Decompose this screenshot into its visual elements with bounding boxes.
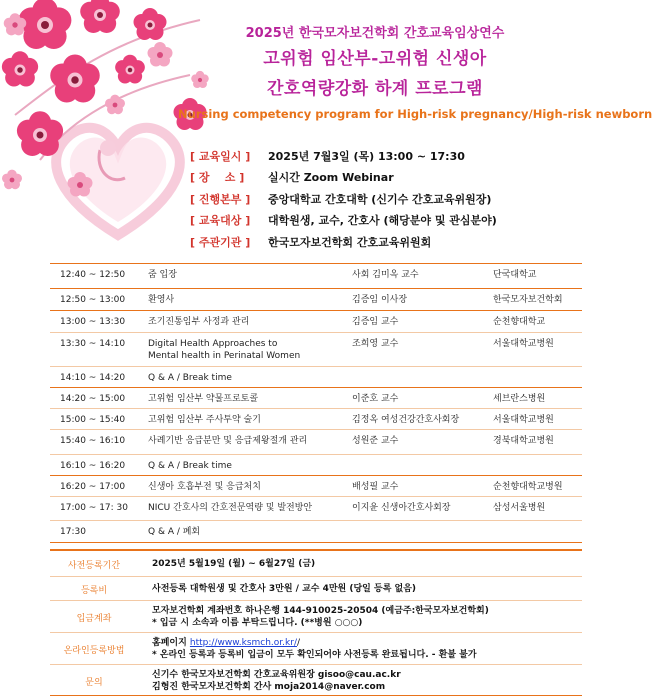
info-label: [ 장 소 ]	[190, 171, 245, 185]
row-value	[152, 669, 401, 693]
account-line: 모자보건학회 계좌번호 하나은행 144-910025-20504 (예금주:한국모자보건학회)	[152, 606, 489, 616]
event-title-line2: 간호역량강화 하계 프로그램	[267, 79, 483, 99]
org-cell: 세브란스병원	[493, 394, 546, 404]
table-row	[50, 366, 582, 387]
row-label: 입금계좌	[76, 614, 112, 624]
time-cell: 14:20 ~ 15:00	[60, 394, 126, 404]
topic-cell: 신생아 호흡부전 및 응급처치	[148, 482, 261, 492]
info-value: 한국모자보건학회 간호교육위원회	[268, 235, 432, 249]
info-label: [ 진행본부 ]	[190, 192, 251, 206]
time-cell: 17:00 ~ 17: 30	[60, 503, 128, 513]
time-cell: 13:00 ~ 13:30	[60, 317, 126, 327]
table-row	[50, 632, 582, 664]
online-note: * 온라인 등록과 등록비 입금이 모두 확인되어야 사전등록 완료됩니다. - 환불 불가	[152, 650, 477, 660]
info-label: [ 주관기관 ]	[190, 235, 251, 249]
org-cell: 순천향대학교	[493, 317, 546, 327]
account-note: * 입금 시 소속과 이름 부탁드립니다. (**병원 ○○○)	[152, 618, 363, 628]
time-cell: 12:50 ~ 13:00	[60, 295, 126, 305]
org-cell: 삼성서울병원	[493, 503, 546, 513]
table-row	[50, 664, 582, 695]
info-label: [ 교육대상 ]	[190, 214, 251, 228]
topic-cell: 조기진통임부 사정과 관리	[148, 317, 250, 327]
topic-cell: 환영사	[148, 295, 175, 305]
time-cell: 16:10 ~ 16:20	[60, 461, 126, 471]
speaker-cell: 김정옥 여성건강간호사회장	[352, 415, 460, 425]
row-value: 2025년 5월19일 (월) ~ 6월27일 (금)	[152, 559, 316, 569]
info-target	[190, 210, 590, 232]
table-row	[50, 408, 582, 429]
row-value: 사전등록 대학원생 및 간호사 3만원 / 교수 4만원 (당일 등록 없음)	[152, 584, 417, 594]
info-host	[190, 188, 590, 210]
topic-line: Digital Health Approaches to	[148, 339, 278, 349]
table-row	[50, 600, 582, 632]
event-subtitle: 2025년 한국모자보건학회 간호교육임상연수	[245, 26, 505, 41]
table-row	[50, 454, 582, 475]
info-place	[190, 167, 590, 189]
info-value: 실시간 Zoom Webinar	[268, 171, 394, 185]
table-row	[50, 576, 582, 600]
time-cell: 17:30	[60, 527, 86, 537]
row-value	[152, 605, 489, 629]
speaker-cell: 김증임 이사장	[352, 295, 408, 305]
event-info	[190, 145, 590, 253]
info-value: 대학원생, 교수, 간호사 (해당분야 및 관심분야)	[268, 214, 497, 228]
speaker-cell: 조희영 교수	[352, 339, 399, 349]
org-cell: 서울대학교병원	[493, 339, 554, 349]
table-row	[50, 551, 582, 576]
homepage-prefix: 홈페이지	[152, 638, 190, 648]
speaker-cell: 성원준 교수	[352, 436, 399, 446]
time-cell: 15:40 ~ 16:10	[60, 436, 126, 446]
speaker-cell: 이지윤 신생아간호사회장	[352, 503, 451, 513]
homepage-link[interactable]: http://www.ksmch.or.kr/	[189, 638, 297, 648]
topic-cell: Q & A / 폐회	[148, 527, 201, 537]
row-value: 홈페이지 http://www.ksmch.or.kr// * 온라인 등록과 등록비 입금이 모두 확인되어야 사전등록 완료됩니다. - 환불 불가	[152, 638, 477, 660]
topic-cell	[148, 338, 300, 362]
table-row	[50, 429, 582, 454]
row-label: 사전등록기간	[67, 561, 121, 571]
org-cell: 서울대학교병원	[493, 415, 554, 425]
org-cell: 한국모자보건학회	[493, 295, 563, 305]
time-cell: 12:40 ~ 12:50	[60, 270, 126, 280]
time-cell: 14:10 ~ 14:20	[60, 373, 126, 383]
speaker-cell: 배성필 교수	[352, 482, 399, 492]
speaker-cell: 사회 김미옥 교수	[352, 270, 419, 280]
table-row	[50, 310, 582, 332]
row-label: 등록비	[80, 586, 108, 596]
table-row	[50, 264, 582, 288]
topic-line: Mental health in Perinatal Women	[148, 351, 301, 361]
table-row	[50, 520, 582, 542]
info-organizer	[190, 231, 590, 253]
english-title: Nursing competency program for High-risk pregnancy/High-risk newborn	[178, 107, 652, 121]
table-row	[50, 332, 582, 366]
info-label: [ 교육일시 ]	[190, 149, 251, 163]
topic-cell: Q & A / Break time	[148, 373, 232, 383]
table-row	[50, 475, 582, 496]
topic-cell: 줌 입장	[148, 270, 177, 280]
row-label: 문의	[85, 678, 103, 688]
table-row	[50, 387, 582, 408]
topic-cell: 고위험 임산부 약물프로토콜	[148, 394, 259, 404]
info-value: 중앙대학교 간호대학 (신기수 간호교육위원장)	[268, 192, 492, 206]
speaker-cell: 김증임 교수	[352, 317, 399, 327]
topic-cell: 사례기반 응급분만 및 응급제왕절개 관리	[148, 436, 308, 446]
table-row	[50, 496, 582, 520]
contact-line: 김형진 한국모자보건학회 간사 moja2014@naver.com	[152, 682, 386, 692]
schedule-table	[50, 263, 582, 543]
org-cell: 단국대학교	[493, 270, 537, 280]
time-cell: 15:00 ~ 15:40	[60, 415, 126, 425]
registration-table	[50, 549, 582, 696]
org-cell: 경북대학교병원	[493, 436, 554, 446]
speaker-cell: 이준호 교수	[352, 394, 399, 404]
topic-cell: Q & A / Break time	[148, 461, 232, 471]
row-label: 온라인등록방법	[63, 646, 125, 656]
contact-line: 신기수 한국모자보건학회 간호교육위원장 gisoo@cau.ac.kr	[152, 670, 401, 680]
info-date	[190, 145, 590, 167]
table-row	[50, 288, 582, 310]
time-cell: 16:20 ~ 17:00	[60, 482, 126, 492]
info-value: 2025년 7월3일 (목) 13:00 ~ 17:30	[268, 149, 465, 163]
org-cell: 순천향대학교병원	[493, 482, 563, 492]
event-title-line1: 고위험 임산부-고위험 신생아	[263, 49, 487, 69]
topic-cell: 고위험 임산부 주사투약 술기	[148, 415, 261, 425]
topic-cell: NICU 간호사의 간호전문역량 및 발전방안	[148, 503, 313, 513]
time-cell: 13:30 ~ 14:10	[60, 339, 126, 349]
